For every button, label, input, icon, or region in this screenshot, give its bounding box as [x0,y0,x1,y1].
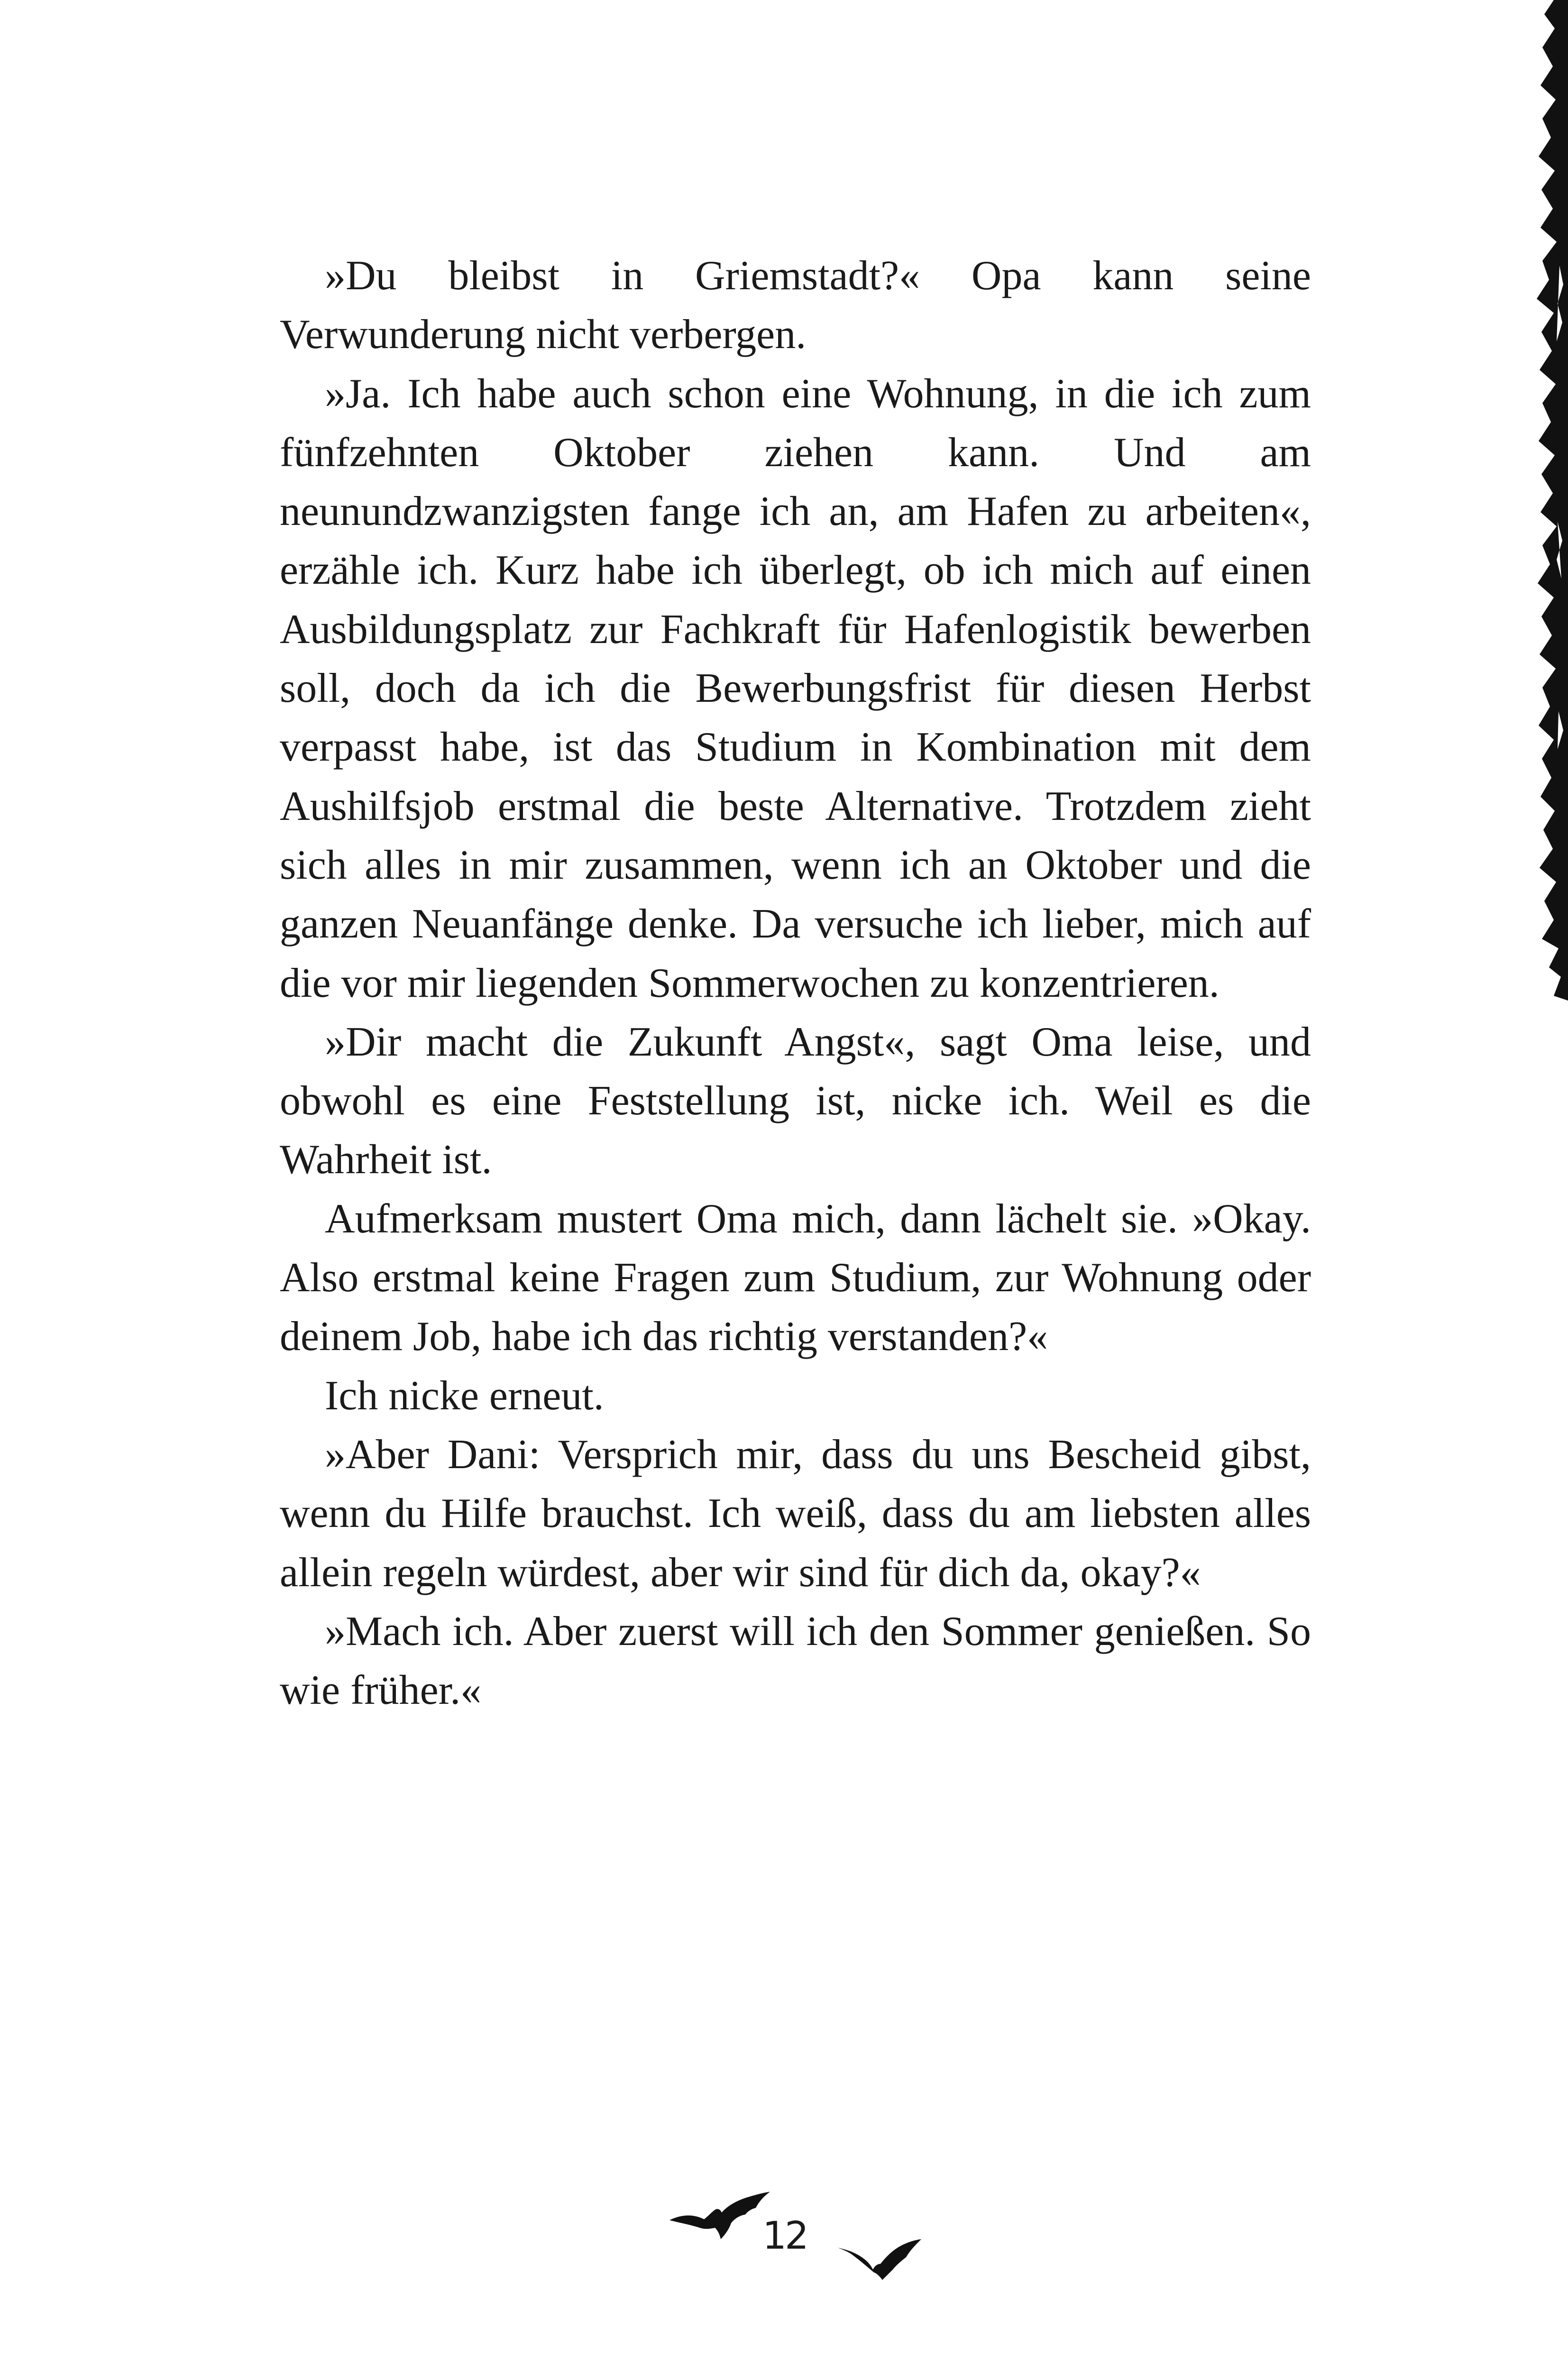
page-footer [0,2172,1568,2314]
page-number: 12 [762,2214,807,2258]
paragraph: »Mach ich. Aber zuerst will ich den Sommer genießen. So wie früher.« [280,1608,1311,1714]
paragraph: Ich nicke erneut. [325,1372,604,1419]
paragraph: »Aber Dani: Versprich mir, dass du uns Bescheid gibst, wenn du Hilfe brauchst. Ich weiß, dass du am liebsten alles allein regeln würdest, aber wir sind für dich da, okay?« [280,1431,1311,1596]
paragraph: »Du bleibst in Griemstadt?« Opa kann seine Verwunderung nicht verbergen. [280,253,1311,358]
forest-edge-illustration [1497,0,1568,1001]
paragraph: »Dir macht die Zukunft Angst«, sagt Oma leise, und obwohl es eine Feststellung ist, nicke ich. Weil es die Wahrheit ist. [280,1019,1311,1183]
paragraph: »Ja. Ich habe auch schon eine Wohnung, in die ich zum fünfzehnten Oktober ziehen kann. Und am neunundzwanzigsten fange ich an, am Hafen zu arbeiten«, erzähle ich. Kurz habe ich überlegt, ob ich mich auf einen Ausbildungsplatz zur Fachkraft für Hafenlogistik bewerben soll, doch da ich die Bewerbungsfrist für diesen Herbst verpasst habe, ist das Studium in Kombination mit dem Aushilfsjob erstmal die beste Alternative. Trotzdem zieht sich alles in mir zusammen, wenn ich an Oktober und die ganzen Neuanfänge denke. Da versuche ich lieber, mich auf die vor mir liegenden Sommerwochen zu konzentrieren. [280,370,1311,1006]
paragraph: Aufmerksam mustert Oma mich, dann lächelt sie. »Okay. Also erstmal keine Fragen zum Studium, zur Wohnung oder deinem Job, habe ich das richtig verstanden?« [280,1195,1311,1360]
body-text [280,247,1311,1720]
bat-icon [837,2238,922,2281]
